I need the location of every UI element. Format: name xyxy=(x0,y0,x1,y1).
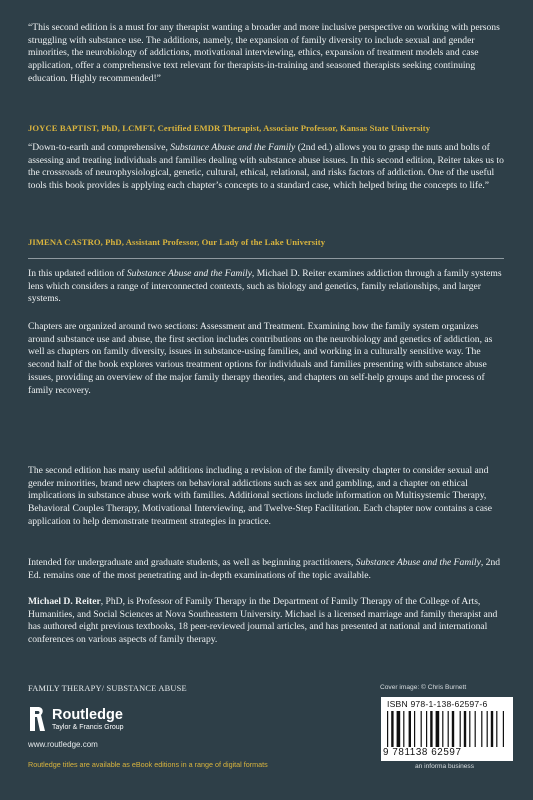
barcode-bar xyxy=(430,711,432,747)
description-p4-book-title: Substance Abuse and the Family xyxy=(355,557,481,568)
endorsement-quote-2-book-title: Substance Abuse and the Family xyxy=(170,142,296,153)
endorsement-quote-1-text: “This second edition is a must for any therapist wanting a broader and more inclusive perspective on working with persons struggling with substance use. The additions, namely, the expansion of family diversity to include sexual and gender minorities, the neurobiology of addictions, motivational interviewing, ethics, expansion of treatment models and case application, offer a comprehensive text relevant for therapists-in-training and seasoned therapists seeking continuing education. Highly recommended!” xyxy=(28,22,500,84)
publisher-name: Routledge xyxy=(52,707,123,723)
isbn-number: ISBN 978-1-138-62597-6 xyxy=(387,699,488,709)
author-bio xyxy=(28,596,506,647)
description-p1-before: In this updated edition of xyxy=(28,268,127,279)
publisher-group: Taylor & Francis Group xyxy=(52,724,124,731)
description-p1-book-title: Substance Abuse and the Family xyxy=(126,268,252,279)
subject-category: FAMILY THERAPY/ SUBSTANCE ABUSE xyxy=(28,684,187,693)
routledge-logo-icon xyxy=(28,705,46,733)
barcode-bar xyxy=(442,711,443,747)
barcode-bar xyxy=(464,711,466,747)
ebook-note: Routledge titles are available as eBook editions in a range of digital formats xyxy=(28,760,268,769)
endorsement-attribution-2: JIMENA CASTRO, PhD, Assistant Professor, Our Lady of the Lake University xyxy=(28,237,326,247)
barcode-bar xyxy=(409,711,411,747)
description-paragraph-2: Chapters are organized around two sections: Assessment and Treatment. Examining how the family system organizes around substance use and abuse, the first section includes contributions on the neurobiology and genetics of addiction, as well as chapters on family diversity, issues in substance-using families, and working in a culturally sensitive way. The second half of the book explores various treatment options for individuals and families presenting with substance abuse issues, providing an overview of the major family therapy theories, and chapters on self-help groups and the process of family recovery. xyxy=(28,321,493,396)
description-p4-after: , 2nd Ed. remains one of the most penetrating and in-depth examinations of the topic available. xyxy=(28,557,501,581)
barcode-bar xyxy=(436,711,440,747)
publisher-logo xyxy=(28,705,188,735)
barcode-bar xyxy=(421,711,422,747)
barcode-bar xyxy=(475,711,476,747)
isbn-barcode xyxy=(381,697,513,761)
barcode-bar xyxy=(403,711,404,747)
barcode-bar xyxy=(460,711,461,747)
description-paragraph-4 xyxy=(28,557,506,582)
endorsement-quote-2-text-after: (2nd ed.) allows you to grasp the nuts and bolts of assessing and treating individuals and families dealing with substance abuse issues. In this second edition, Reiter takes us to the crossroads of neurophysiological, genetic, cultural, ethical, relational, and risks factors of addiction. One of the useful tools this book provides is applying each chapter’s concepts to a standard case, which helped bring the concepts to life.” xyxy=(28,142,504,192)
barcode-bar xyxy=(487,711,488,747)
barcode-bar xyxy=(452,711,454,747)
endorsement-quote-2-text-before: “Down-to-earth and comprehensive, xyxy=(28,142,171,153)
barcode-bar xyxy=(426,711,427,747)
barcode-bar xyxy=(469,711,470,747)
author-name: Michael D. Reiter xyxy=(28,596,101,607)
divider-rule xyxy=(28,258,504,259)
author-bio-text: , PhD, is Professor of Family Therapy in the Department of Family Therapy of the College of Arts, Humanities, and Social Sciences at Nova Southeastern University. Michael is a licensed marriage and family therapist and has authored eight previous textbooks, 18 peer-reviewed journal articles, and has presented at national and international conferences on various aspects of family therapy. xyxy=(28,596,498,646)
endorsement-attribution-1: JOYCE BAPTIST, PhD, LCMFT, Certified EMDR Therapist, Associate Professor, Kansas State University xyxy=(28,123,431,133)
endorsement-quote-2 xyxy=(28,142,506,193)
barcode-bar xyxy=(414,711,415,747)
publisher-website-link[interactable]: www.routledge.com xyxy=(28,740,98,749)
description-p4-before: Intended for undergraduate and graduate students, as well as beginning practitioners, xyxy=(28,557,356,568)
barcode-bar xyxy=(397,711,401,747)
endorsement-quote-1 xyxy=(28,22,506,86)
description-paragraph-3: The second edition has many useful additions including a revision of the family diversity chapter to consider sexual and gender minorities, brand new chapters on behavioral addictions such as sex and gambling, and a chapter on ethical implications in substance abuse work with families. Additional sections include information on Multisystemic Therapy, Behavioral Couples Therapy, Motivational Interviewing, and Twelve-Step Facilitation. Each chapter now contains a case application to help demonstrate treatment strategies in practice. xyxy=(28,465,493,527)
barcode-bar xyxy=(448,711,449,747)
description-p1-after: , Michael D. Reiter examines addiction through a family systems lens which considers a range of interconnected contexts, such as biology and genetics, family relationships, and larger systems. xyxy=(28,268,502,305)
description-paragraph-1 xyxy=(28,268,506,306)
barcode-digits: 9 781138 62597 xyxy=(383,747,462,758)
barcode-bar xyxy=(503,711,504,747)
cover-image-credit: Cover image: © Chris Burnett xyxy=(380,684,467,691)
barcode-bar xyxy=(496,711,497,747)
barcode-bars xyxy=(387,711,507,747)
barcode-bar xyxy=(387,711,388,747)
barcode-bar xyxy=(391,711,393,747)
barcode-bar xyxy=(481,711,482,747)
barcode-bar xyxy=(491,711,493,747)
informa-business-label: an informa business xyxy=(415,763,475,770)
